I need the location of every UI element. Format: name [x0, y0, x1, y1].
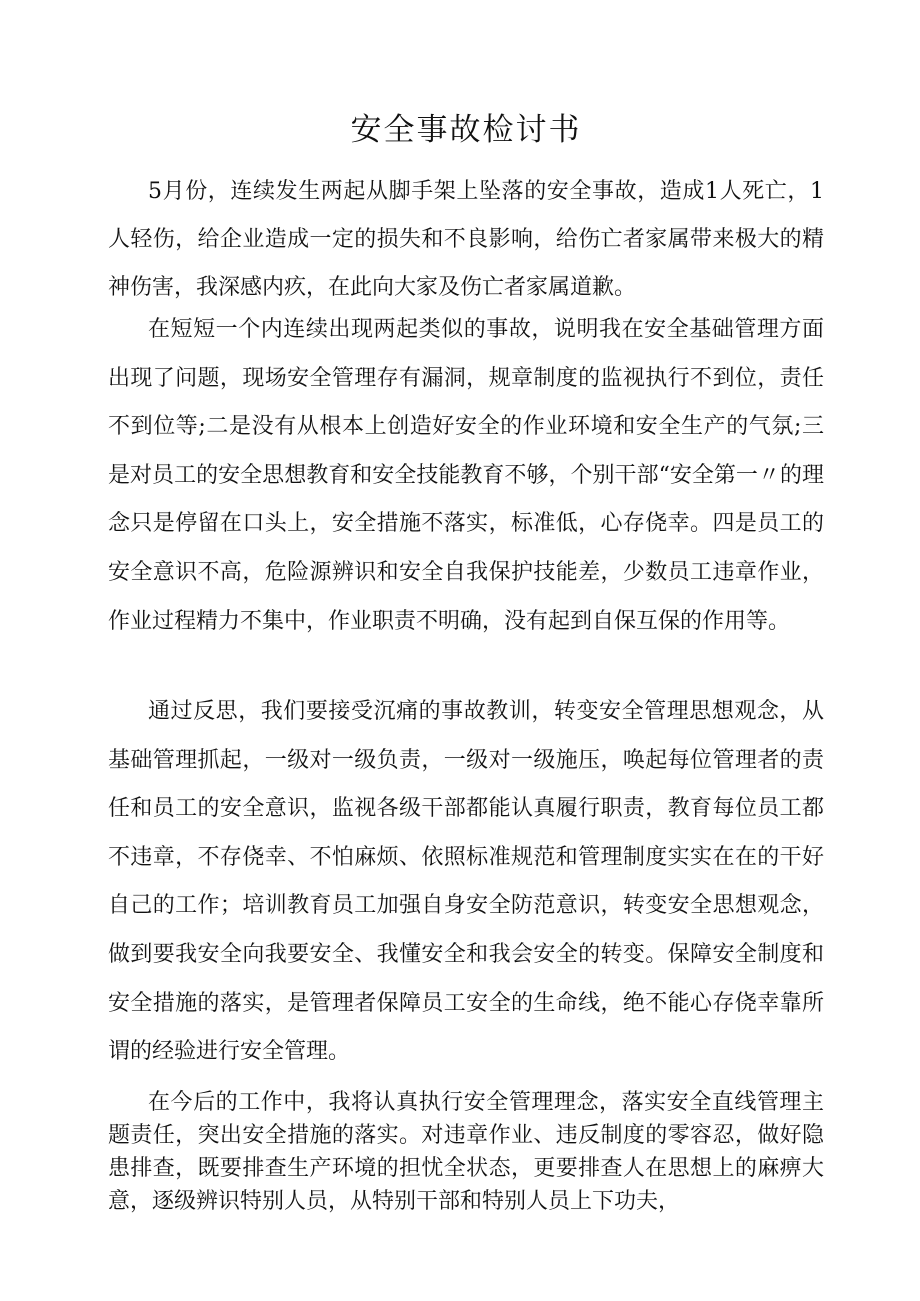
- document-title: 安全事故检讨书: [350, 112, 582, 148]
- paragraph-reflection: 通过反思，我们要接受沉痛的事故教训，转变安全管理思想观念，从基础管理抓起，一级对一级负责，一级对一级施压，唤起每位管理者的责任和员工的安全意识，监视各级干部都能认真履行职责，教育每位员工都不违章，不存侥幸、不怕麻烦、依照标准规范和管理制度实实在在的干好自己的工作；培训教育员工加强自身安全防范意识，转变安全思想观念，做到要我安全向我要安全、我懂安全和我会安全的转变。保障安全制度和安全措施的落实，是管理者保障员工安全的生命线，绝不能心存侥幸靠所谓的经验进行安全管理。: [108, 699, 824, 1065]
- paragraph-problem-analysis: 在短短一个内连续出现两起类似的事故，说明我在安全基础管理方面出现了问题，现场安全管理存有漏洞，规章制度的监视执行不到位，责任不到位等;二是没有从根本上创造好安全的作业环境和安全生产的气氛;三是对员工的安全思想教育和安全技能教育不够，个别干部“安全第一〃的理念只是停留在口头上，安全措施不落实，标准低，心存侥幸。四是员工的安全意识不高，危险源辨识和安全自我保护技能差，少数员工违章作业，作业过程精力不集中，作业职责不明确，没有起到自保互保的作用等。: [108, 317, 824, 634]
- paragraph-incident-apology: 5月份，连续发生两起从脚手架上坠落的安全事故，造成1人死亡，1人轻伤，给企业造成一定的损失和不良影响，给伤亡者家属带来极大的精神伤害，我深感内疚，在此向大家及伤亡者家属道歉。: [108, 179, 824, 300]
- paragraph-future-work: 在今后的工作中，我将认真执行安全管理理念，落实安全直线管理主题责任，突出安全措施的落实。对违章作业、违反制度的零容忍，做好隐患排查，既要排查生产环境的担忧全状态，更要排查人在思想上的麻痹大意，逐级辨识特别人员，从特别干部和特别人员上下功夫，: [108, 1090, 824, 1214]
